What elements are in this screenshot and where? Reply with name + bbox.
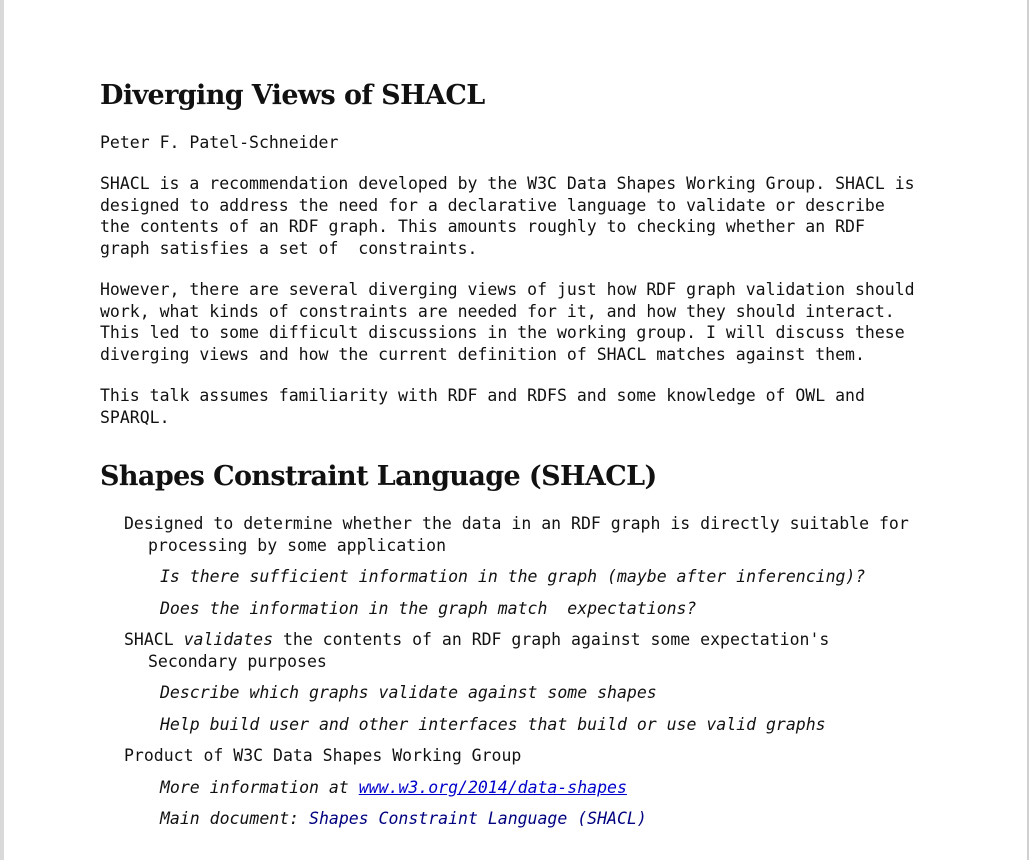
more-information-label: More information at — [160, 778, 359, 797]
sub-item-describe-graphs: Describe which graphs validate against some shapes — [160, 683, 657, 702]
section-title: Shapes Constraint Language (SHACL) — [100, 461, 657, 492]
abstract-line: graph satisfies a set of constraints. — [100, 238, 478, 258]
sub-item-main-document — [160, 808, 647, 830]
sub-item-more-information — [160, 777, 627, 799]
sub-item-build-interfaces: Help build user and other interfaces that build or use valid graphs — [160, 715, 826, 734]
abstract-line: the contents of an RDF graph. This amounts roughly to checking whether an RDF — [100, 217, 865, 237]
list-item-designed-continued: processing by some application — [148, 536, 447, 555]
author-name: Peter F. Patel-Schneider — [100, 133, 339, 152]
abstract-line: diverging views and how the current definition of SHACL matches against them. — [100, 344, 865, 364]
abstract-paragraph-3 — [100, 385, 865, 428]
item-text: SHACL — [124, 630, 184, 649]
abstract-paragraph-1 — [100, 173, 915, 259]
list-item-designed: Designed to determine whether the data in an RDF graph is directly suitable for — [124, 514, 909, 533]
left-page-border — [0, 0, 4, 860]
page-title: Diverging Views of SHACL — [100, 80, 485, 111]
item-text: the contents of an RDF graph against some expectation's — [273, 630, 830, 649]
list-item-secondary-purposes: Secondary purposes — [148, 652, 327, 671]
abstract-line: SHACL is a recommendation developed by the W3C Data Shapes Working Group. SHACL is — [100, 174, 915, 193]
abstract-line: However, there are several diverging views of just how RDF graph validation should — [100, 280, 915, 299]
item-emphasis: validates — [183, 630, 274, 649]
abstract-line: This talk assumes familiarity with RDF and RDFS and some knowledge of OWL and — [100, 386, 865, 405]
list-item-product: Product of W3C Data Shapes Working Group — [124, 746, 522, 765]
list-item-validates — [124, 629, 829, 651]
abstract-line: designed to address the need for a declarative language to validate or describe — [100, 195, 885, 215]
abstract-line: work, what kinds of constraints are needed for it, and how they should interact. — [100, 301, 895, 321]
main-document-label: Main document: — [160, 809, 310, 828]
sub-item-match-expectations: Does the information in the graph match expectations? — [160, 599, 697, 618]
shacl-document-link[interactable]: Shapes Constraint Language (SHACL) — [309, 809, 647, 828]
abstract-line: This led to some difficult discussions in the working group. I will discuss these — [100, 323, 905, 343]
sub-item-sufficient-information: Is there sufficient information in the graph (maybe after inferencing)? — [160, 567, 866, 586]
abstract-paragraph-2 — [100, 279, 915, 365]
data-shapes-link[interactable]: www.w3.org/2014/data-shapes — [358, 778, 627, 797]
abstract-line: SPARQL. — [100, 407, 170, 427]
